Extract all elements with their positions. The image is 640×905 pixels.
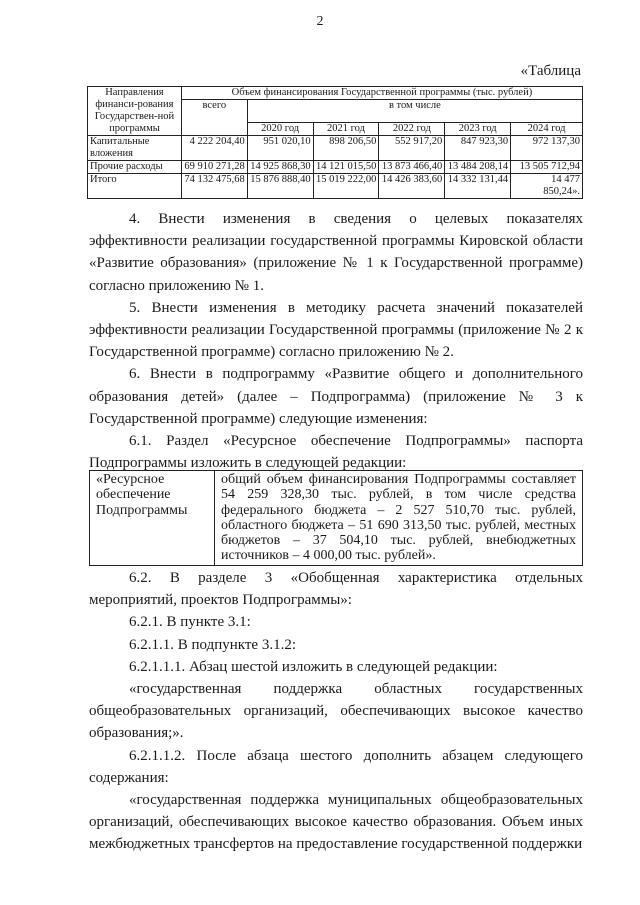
paragraph: 6.2.1.1.2. После абзаца шестого дополнить абзацем следующего содержания: bbox=[89, 747, 583, 786]
paragraph: «государственная поддержка областных государственных общеобразовательных организаций, обеспечивающих высокое качество образования;». bbox=[89, 681, 583, 742]
table-row bbox=[88, 174, 583, 199]
cell-value: 15 876 888,40 bbox=[247, 174, 313, 199]
year-header: 2022 год bbox=[379, 123, 445, 136]
paragraph: 5. Внести изменения в методику расчета значений показателей эффективности реализации Государственной программы (приложение № 2 к Государственной программе) согласно приложению № 2. bbox=[89, 299, 583, 361]
header-direction: Направления финанси-рования Государствен-ной программы bbox=[88, 87, 182, 136]
cell-value: 13 484 208,14 bbox=[445, 161, 511, 174]
cell-value: 13 873 466,40 bbox=[379, 161, 445, 174]
header-total: всего bbox=[181, 100, 247, 136]
year-header: 2023 год bbox=[445, 123, 511, 136]
year-header: 2020 год bbox=[247, 123, 313, 136]
cell-value: 951 020,10 bbox=[247, 136, 313, 161]
paragraph: 6. Внести в подпрограмму «Развитие общего и дополнительного образования детей» (далее – Подпрограмма) (приложение № 3 к Государственной программе) следующие изменения: bbox=[89, 366, 583, 427]
cell-value: 552 917,20 bbox=[379, 136, 445, 161]
document-body-top bbox=[89, 208, 583, 474]
row-label: Прочие расходы bbox=[88, 161, 182, 174]
paragraph: 6.2.1. В пункте 3.1: bbox=[129, 614, 251, 631]
cell-total: 74 132 475,68 bbox=[181, 174, 247, 199]
table-caption: «Таблица bbox=[520, 63, 581, 79]
page-number: 2 bbox=[316, 14, 324, 29]
paragraph: 6.1. Раздел «Ресурсное обеспечение Подпрограммы» паспорта Подпрограммы изложить в следующей редакции: bbox=[89, 433, 583, 472]
table-row bbox=[88, 161, 583, 174]
header-including: в том числе bbox=[247, 100, 582, 123]
cell-value: 14 477 850,24». bbox=[511, 174, 583, 199]
cell-value: 898 206,50 bbox=[313, 136, 379, 161]
cell-value: 14 121 015,50 bbox=[313, 161, 379, 174]
cell-value: 13 505 712,94 bbox=[511, 161, 583, 174]
year-header: 2024 год bbox=[511, 123, 583, 136]
table-row bbox=[90, 471, 583, 566]
cell-value: 14 426 383,60 bbox=[379, 174, 445, 199]
header-volume: Объем финансирования Государственной программы (тыс. рублей) bbox=[181, 87, 582, 100]
cell-total: 4 222 204,40 bbox=[181, 136, 247, 161]
table-header-row bbox=[88, 87, 583, 100]
cell-value: 14 925 868,30 bbox=[247, 161, 313, 174]
resource-value: общий объем финансирования Подпрограммы составляет 54 259 328,30 тыс. рублей, в том числе средства федерального бюджета – 2 527 510,70 тыс. рублей, областного бюджета – 51 690 313,50 тыс. рублей, местных бюджетов – 37 504,10 тыс. рублей, внебюджетных источников – 4 000,00 тыс. рублей». bbox=[215, 471, 583, 566]
cell-total: 69 910 271,28 bbox=[181, 161, 247, 174]
cell-value: 847 923,30 bbox=[445, 136, 511, 161]
cell-value: 15 019 222,00 bbox=[313, 174, 379, 199]
table-row bbox=[88, 136, 583, 161]
resource-table bbox=[89, 470, 583, 566]
cell-value: 972 137,30 bbox=[511, 136, 583, 161]
cell-value: 14 332 131,44 bbox=[445, 174, 511, 199]
paragraph: 4. Внести изменения в сведения о целевых показателях эффективности реализации государственной программы Кировской области «Развитие образования» (приложение № 1 к Государственной программе) согласно приложению № 1. bbox=[89, 211, 583, 294]
document-body-bottom bbox=[89, 567, 583, 856]
paragraph: 6.2. В разделе 3 «Обобщенная характеристика отдельных мероприятий, проектов Подпрограммы»: bbox=[89, 570, 583, 609]
resource-label: «Ресурсное обеспечение Подпрограммы bbox=[90, 471, 215, 566]
paragraph: «государственная поддержка муниципальных общеобразовательных организаций, обеспечивающих высокое качество образования. Объем иных межбюджетных трансфертов на предоставление государственной поддержки bbox=[89, 792, 583, 853]
year-header: 2021 год bbox=[313, 123, 379, 136]
row-label: Итого bbox=[88, 174, 182, 199]
paragraph: 6.2.1.1. В подпункте 3.1.2: bbox=[129, 636, 297, 653]
paragraph: 6.2.1.1.1. Абзац шестой изложить в следующей редакции: bbox=[129, 658, 498, 675]
row-label: Капитальные вложения bbox=[88, 136, 182, 161]
financing-table bbox=[87, 86, 583, 199]
